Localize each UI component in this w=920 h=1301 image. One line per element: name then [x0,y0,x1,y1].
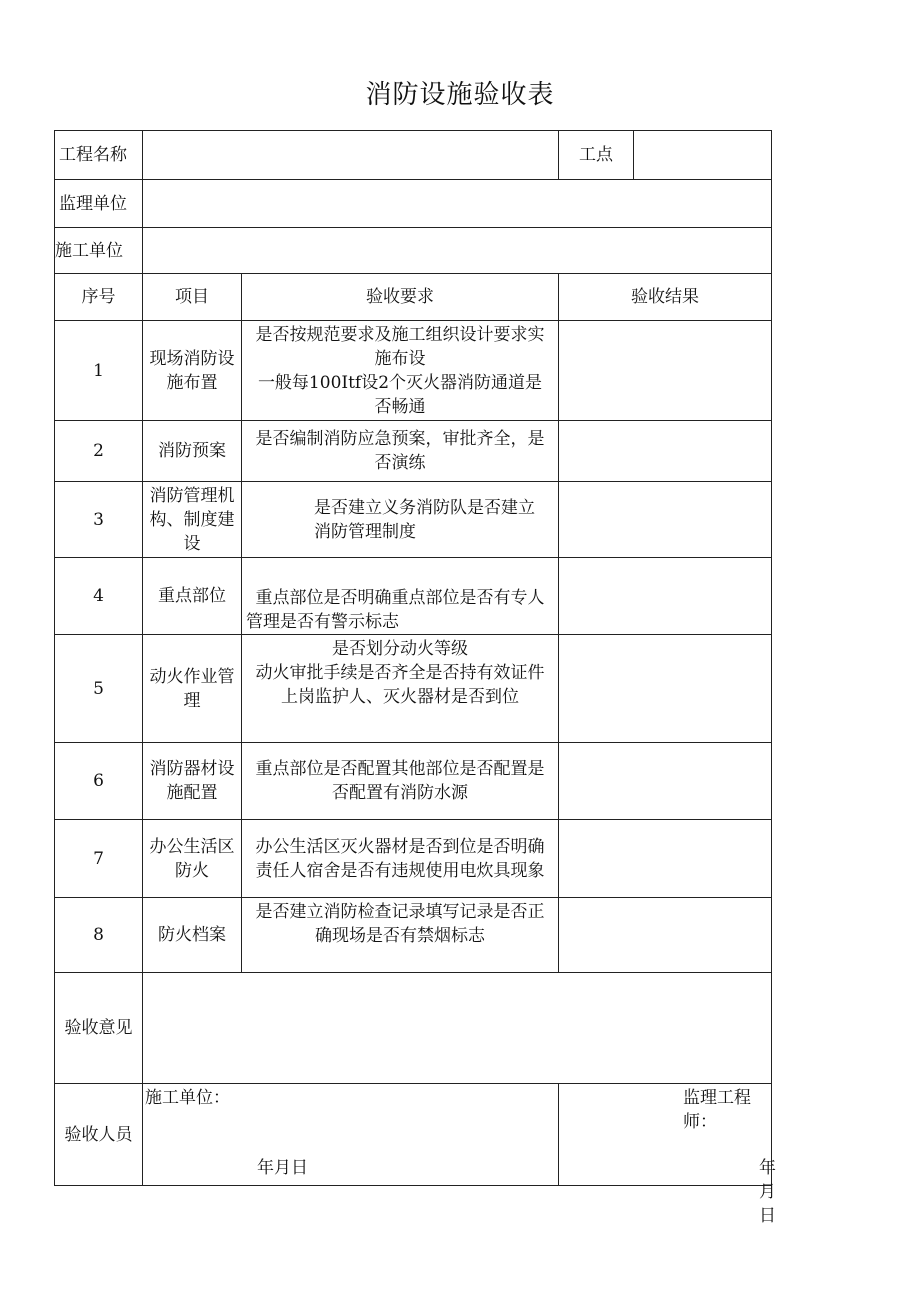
row-item-line: 重点部位 [158,586,226,606]
row-requirement-line: 重点部位是否明确重点部位是否有专人 [255,588,545,608]
row-seq: 2 [55,421,143,482]
row-seq: 8 [55,898,143,973]
opinion-field[interactable] [143,973,772,1084]
engineer-sign-label: 监理工程师： [683,1088,751,1132]
row-item-line: 消防预案 [158,441,226,461]
row-item-line: 现场消防设 [149,348,235,369]
row-requirement [242,482,559,558]
construction-sign-label: 施工单位： [145,1088,230,1108]
row-requirement-line: 重点部位是否配置其他部位是否配置是 [255,759,545,779]
construction-field[interactable] [143,228,772,274]
row-item-line: 构、制度建 [149,509,235,530]
page-title: 消防设施验收表 [365,80,555,110]
row-requirement-line: 确现场是否有禁烟标志 [315,926,485,946]
supervision-row [55,180,772,228]
supervision-label: 监理单位 [55,180,143,228]
row-item [143,558,242,635]
signers-label: 验收人员 [55,1084,143,1186]
row-item [143,898,242,973]
opinion-label: 验收意见 [55,973,143,1084]
project-name-field[interactable] [143,131,559,180]
column-header-result: 验收结果 [559,274,772,321]
row-item-line: 施配置 [166,783,218,803]
row-item [143,635,242,743]
row-requirement-line: 是否按规范要求及施工组织设计要求实 [255,324,545,345]
row-seq: 7 [55,820,143,898]
row-seq: 6 [55,743,143,820]
row-item [143,321,242,421]
column-header-seq: 序号 [55,274,143,321]
row-requirement-line: 是否建立义务消防队是否建立 [314,497,535,518]
row-requirement-line: 办公生活区灭火器材是否到位是否明确 [255,836,545,857]
construction-row [55,228,772,274]
row-item-line: 防火档案 [158,925,226,945]
row-requirement-line: 否配置有消防水源 [332,783,468,803]
table-row [55,820,772,898]
row-item-line: 消防器材设 [149,759,235,779]
construction-sign-date: 年月日 [257,1158,308,1178]
row-item-line: 办公生活区 [149,836,235,857]
column-header-row [55,274,772,321]
row-result-field[interactable] [559,743,772,820]
row-requirement-line: 上岗监护人、灭火器材是否到位 [281,687,519,707]
row-item-line: 消防管理机 [149,485,235,506]
row-requirement-line: 否演练 [374,453,426,473]
table-row [55,482,772,558]
row-requirement-line: 消防管理制度 [314,521,416,542]
row-requirement-line: 施布设 [374,348,426,369]
row-result-field[interactable] [559,820,772,898]
table-row [55,421,772,482]
engineer-sign-field[interactable] [559,1084,776,1226]
row-requirement [242,635,559,743]
row-requirement-line: 管理是否有警示标志 [246,612,399,632]
row-requirement [242,421,559,482]
work-point-label: 工点 [559,131,634,180]
project-name-label: 工程名称 [55,131,143,180]
row-requirement [242,743,559,820]
row-result-field[interactable] [559,482,772,558]
row-seq: 5 [55,635,143,743]
opinion-row [55,973,772,1084]
row-requirement-line: 否畅通 [374,396,426,417]
supervision-field[interactable] [143,180,772,228]
row-item-line: 设 [183,533,201,554]
construction-sign-field[interactable] [143,1084,559,1186]
column-header-requirement: 验收要求 [242,274,559,321]
row-seq: 3 [55,482,143,558]
row-item [143,743,242,820]
row-requirement [242,820,559,898]
row-requirement-line: 是否编制消防应急预案，审批齐全，是 [255,429,545,449]
row-result-field[interactable] [559,635,772,743]
row-requirement [242,558,559,635]
row-result-field[interactable] [559,898,772,973]
table-row [55,743,772,820]
row-item-line: 施布置 [166,372,218,393]
row-item-line: 理 [183,690,201,711]
engineer-sign-date: 年月日 [759,1158,776,1226]
row-item [143,421,242,482]
construction-label: 施工单位 [55,228,143,274]
table-row [55,898,772,973]
row-requirement-line: 是否划分动火等级 [332,639,468,659]
signers-row [55,1084,772,1186]
row-item [143,482,242,558]
row-result-field[interactable] [559,421,772,482]
row-requirement-line: 动火审批手续是否齐全是否持有效证件 [255,663,545,683]
project-name-row [55,131,772,180]
row-requirement [242,898,559,973]
column-header-item: 项目 [143,274,242,321]
table-row [55,635,772,743]
row-seq: 4 [55,558,143,635]
row-requirement-line: 是否建立消防检查记录填写记录是否正 [255,902,545,922]
row-result-field[interactable] [559,321,772,421]
row-item [143,820,242,898]
row-seq: 1 [55,321,143,421]
acceptance-form-table [54,130,776,1226]
table-row [55,558,772,635]
row-requirement [242,321,559,421]
row-item-line: 动火作业管 [149,666,235,687]
table-row [55,321,772,421]
row-item-line: 防火 [175,860,209,881]
row-requirement-line: 一般每100Itf设2个灭火器消防通道是 [257,372,543,393]
work-point-field[interactable] [634,131,772,180]
row-result-field[interactable] [559,558,772,635]
row-requirement-line: 责任人宿舍是否有违规使用电炊具现象 [255,860,545,881]
